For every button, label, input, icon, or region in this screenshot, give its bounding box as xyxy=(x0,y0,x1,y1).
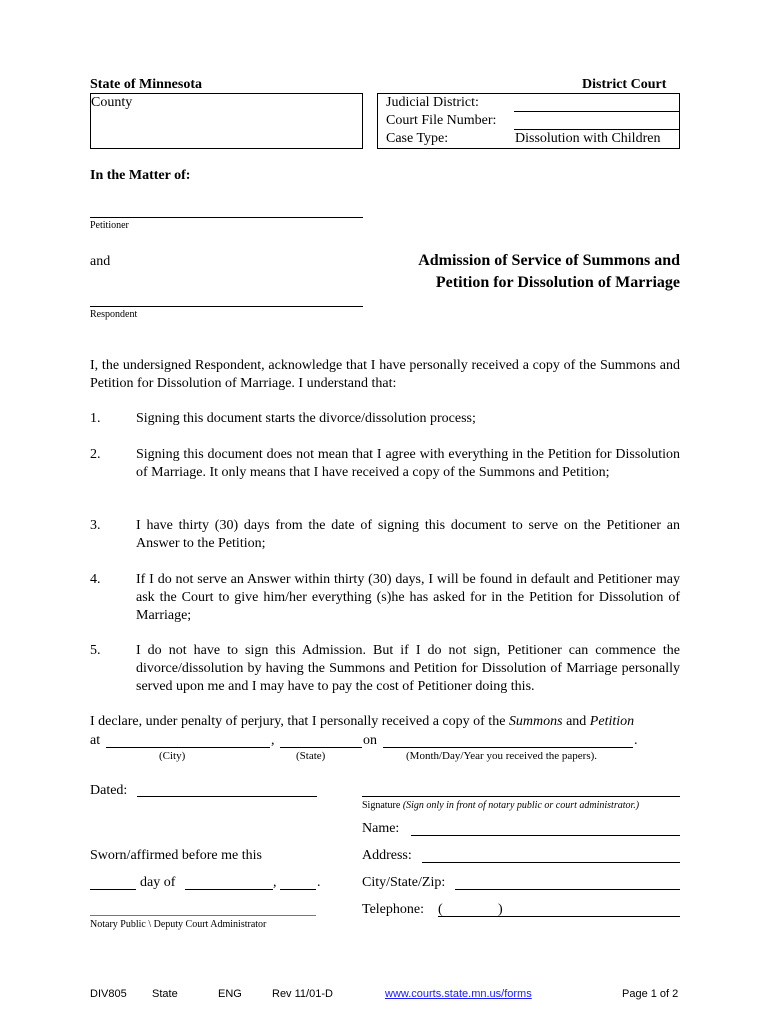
sworn-month-field[interactable] xyxy=(185,889,273,890)
court-file-number-field[interactable] xyxy=(514,129,680,130)
court-file-number-label: Court File Number: xyxy=(386,113,497,128)
list-item-text: I do not have to sign this Admission. But if I do not sign, Petitioner can commence the divorce/dissolution by having the Summons and Petition for Dissolution of Marriage personally served upon me and I may have to pay the cost of Petitioner doing this. xyxy=(136,643,680,694)
city-state-zip-label: City/State/Zip: xyxy=(362,875,446,890)
list-item-number: 1. xyxy=(90,411,101,426)
address-field[interactable] xyxy=(422,862,680,863)
signature-label: Signature xyxy=(362,800,401,811)
summons-word: Summons xyxy=(508,714,563,729)
signature-note: (Sign only in front of notary public or court administrator.) xyxy=(402,800,640,811)
city-caption: (City) xyxy=(159,750,186,762)
list-item-number: 3. xyxy=(90,518,101,533)
address-label: Address: xyxy=(362,848,412,863)
respondent-label: Respondent xyxy=(90,309,138,320)
list-item-text: I have thirty (30) days from the date of signing this document to serve on the Petitioner an Answer to the Petition; xyxy=(136,518,680,551)
telephone-open-paren: ( xyxy=(438,902,443,917)
document-title xyxy=(360,250,680,294)
declaration-text xyxy=(90,714,634,730)
and-text: and xyxy=(90,254,111,269)
period-text: . xyxy=(634,733,638,748)
day-of-label: day of xyxy=(140,875,176,890)
footer-state: State xyxy=(152,988,178,1000)
forms-link[interactable]: www.courts.state.mn.us/forms xyxy=(385,988,532,1000)
sworn-year-field[interactable] xyxy=(280,889,316,890)
court-heading: District Court xyxy=(582,77,667,92)
list-item-number: 5. xyxy=(90,643,101,658)
on-label: on xyxy=(363,733,377,748)
matter-heading: In the Matter of: xyxy=(90,168,191,183)
list-item-number: 2. xyxy=(90,447,101,462)
intro-paragraph: I, the undersigned Respondent, acknowledge that I have personally received a copy of the Summons and Petition for Dissolution of Marriage. I understand that: xyxy=(90,358,680,391)
case-type-value: Dissolution with Children xyxy=(515,131,661,146)
dated-field[interactable] xyxy=(137,796,317,797)
county-label: County xyxy=(91,95,133,110)
dated-label: Dated: xyxy=(90,783,128,798)
judicial-district-field[interactable] xyxy=(514,111,680,112)
comma-text: , xyxy=(271,733,275,748)
list-item-number: 4. xyxy=(90,572,101,587)
signature-caption xyxy=(362,800,639,811)
notary-signature-field[interactable] xyxy=(90,915,316,916)
sworn-period: . xyxy=(317,875,321,890)
telephone-label: Telephone: xyxy=(362,902,424,917)
page-number: Page 1 of 2 xyxy=(622,988,679,1000)
title-line-1: Admission of Service of Summons and xyxy=(418,252,680,269)
declaration-and: and xyxy=(562,714,590,729)
state-heading: State of Minnesota xyxy=(90,77,202,92)
judicial-district-label: Judicial District: xyxy=(386,95,479,110)
sworn-day-field[interactable] xyxy=(90,889,136,890)
county-box xyxy=(90,93,363,149)
list-item-text: Signing this document starts the divorce/dissolution process; xyxy=(136,411,476,426)
telephone-field[interactable] xyxy=(438,916,680,917)
sworn-text: Sworn/affirmed before me this xyxy=(90,848,262,863)
court-info-box xyxy=(377,93,680,149)
list-item-text: Signing this document does not mean that I agree with everything in the Petition for Dissolution of Marriage. It only means that I have received a copy of the Summons and Petition; xyxy=(136,447,680,480)
respondent-field[interactable] xyxy=(90,306,363,307)
name-field[interactable] xyxy=(411,835,680,836)
declaration-prefix: I declare, under penalty of perjury, that I personally received a copy of the xyxy=(90,714,509,729)
notary-label: Notary Public \ Deputy Court Administrator xyxy=(90,919,267,930)
received-date-field[interactable] xyxy=(383,747,633,748)
petitioner-field[interactable] xyxy=(90,217,363,218)
telephone-close-paren: ) xyxy=(498,902,503,917)
petitioner-label: Petitioner xyxy=(90,220,129,231)
at-label: at xyxy=(90,733,101,748)
state-caption: (State) xyxy=(296,750,326,762)
list-item-text: If I do not serve an Answer within thirty (30) days, I will be found in default and Petitioner may ask the Court to give him/her everything (s)he has asked for in the Petition for Dissolution of Marriage; xyxy=(136,572,680,623)
form-number: DIV805 xyxy=(90,988,127,1000)
sworn-comma: , xyxy=(273,875,277,890)
footer-revision: Rev 11/01-D xyxy=(272,988,333,1000)
petition-word: Petition xyxy=(589,714,635,729)
city-state-zip-field[interactable] xyxy=(455,889,680,890)
signature-field[interactable] xyxy=(362,796,680,797)
name-label: Name: xyxy=(362,821,400,836)
title-line-2: Petition for Dissolution of Marriage xyxy=(435,274,680,291)
footer-language: ENG xyxy=(218,988,242,1000)
date-caption: (Month/Day/Year you received the papers). xyxy=(406,750,598,762)
city-field[interactable] xyxy=(106,747,270,748)
state-field[interactable] xyxy=(280,747,362,748)
case-type-label: Case Type: xyxy=(386,131,449,146)
